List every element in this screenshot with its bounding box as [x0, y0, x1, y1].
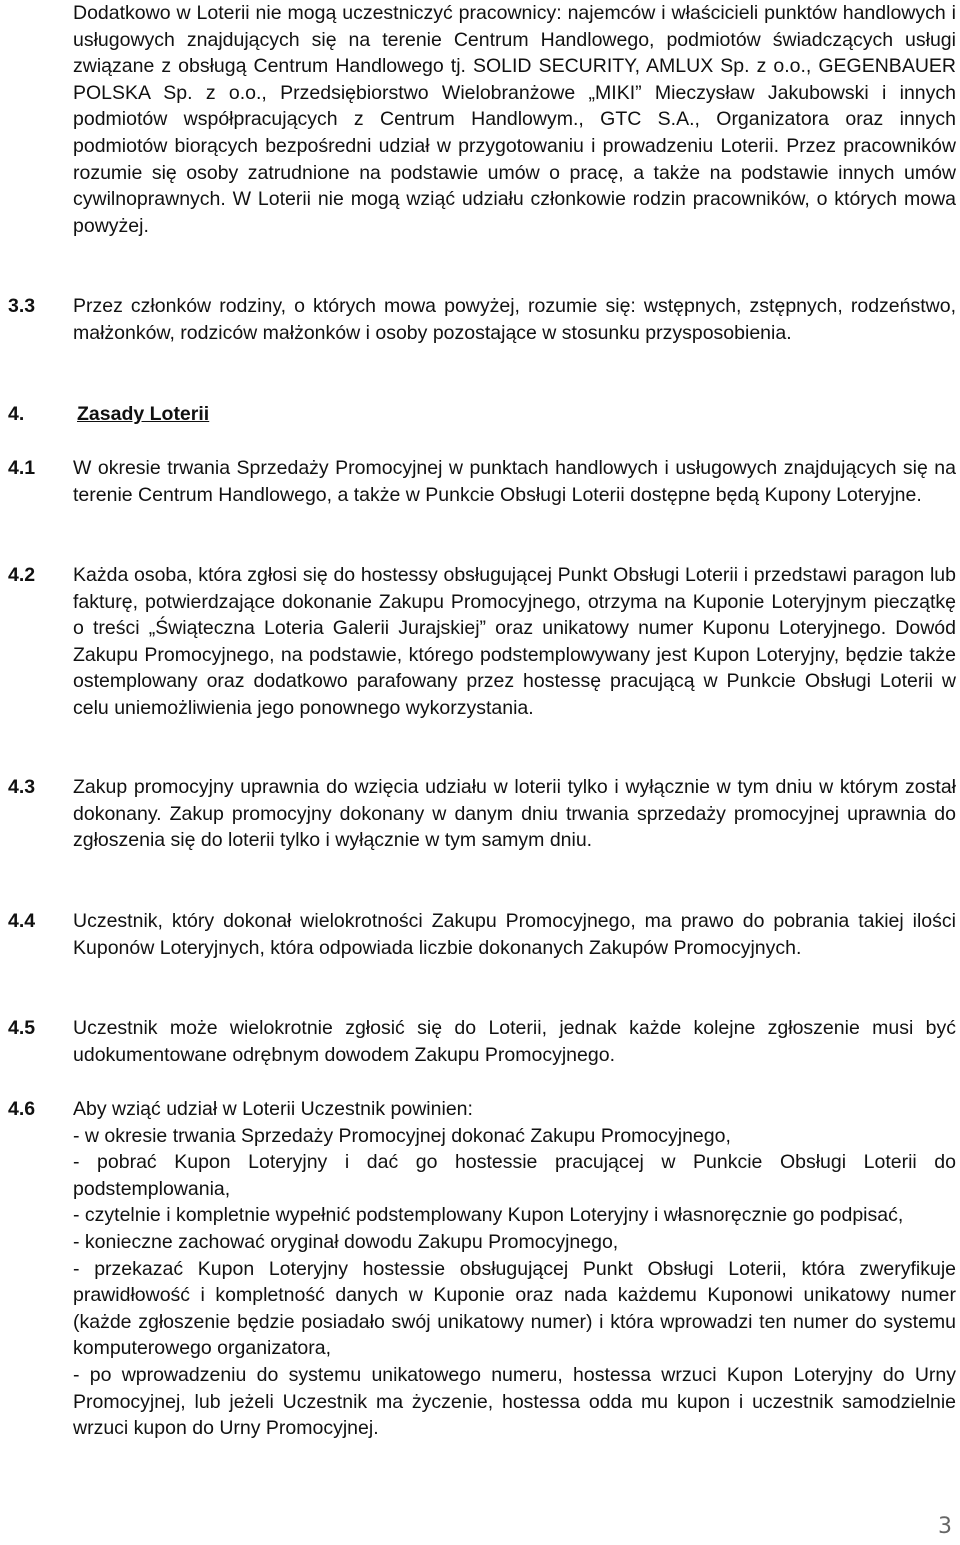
section-4-2	[73, 562, 956, 722]
section-4-5-number: 4.5	[8, 1017, 36, 1039]
list-item: - po wprowadzeniu do systemu unikatowego numeru, hostessa wrzuci Kupon Loteryjny do Urny Promocyjnej, lub jeżeli Uczestnik ma życzenie, hostessa odda mu kupon i uczestnik samodzielnie wrzuci kupon do Urny Promocyjnej.	[73, 1363, 956, 1440]
section-4-4-number: 4.4	[8, 910, 36, 932]
list-item: - w okresie trwania Sprzedaży Promocyjnej dokonać Zakupu Promocyjnego,	[73, 1124, 731, 1147]
page-number: 3	[938, 1514, 952, 1539]
section-4-5-text: Uczestnik może wielokrotnie zgłosić się do Loterii, jednak każde kolejne zgłoszenie musi być udokumentowane odrębnym dowodem Zakupu Promocyjnego.	[73, 1017, 956, 1066]
section-4-3-text: Zakup promocyjny uprawnia do wzięcia udziału w loterii tylko i wyłącznie w tym dniu w którym został dokonany. Zakup promocyjny dokonany w danym dniu trwania sprzedaży promocyjnej uprawnia do zgłoszenia się do loterii tylko i wyłącznie w tym samym dniu.	[73, 776, 956, 852]
section-3-3-text: Przez członków rodziny, o których mowa powyżej, rozumie się: wstępnych, zstępnych, rodzeństwo, małżonków, rodziców małżonków i osoby pozostające w stosunku przysposobienia.	[73, 295, 956, 344]
section-4-4-text: Uczestnik, który dokonał wielokrotności Zakupu Promocyjnego, ma prawo do pobrania takiej ilości Kuponów Loteryjnych, która odpowiada liczbie dokonanych Zakupów Promocyjnych.	[73, 910, 956, 959]
section-4-1-number: 4.1	[8, 457, 36, 479]
list-item: - przekazać Kupon Loteryjny hostessie obsługującej Punkt Obsługi Loterii, która zweryfikuje prawidłowość i kompletność danych w Kuponie oraz nada każdemu Kuponowi unikatowy numer (każde zgłoszenie będzie posiadało swój unikatowy numer) i która wprowadzi ten numer do systemu komputerowego organizatora,	[73, 1257, 956, 1360]
intro-paragraph	[73, 0, 956, 239]
section-4-5	[73, 1015, 956, 1068]
list-item: - konieczne zachować oryginał dowodu Zakupu Promocyjnego,	[73, 1230, 619, 1253]
list-item: - pobrać Kupon Loteryjny i dać go hostessie pracującej w Punkcie Obsługi Loterii do podstemplowania,	[73, 1151, 956, 1200]
section-3-3-number: 3.3	[8, 295, 36, 317]
section-3-3	[73, 293, 956, 346]
section-4-1	[73, 455, 956, 508]
section-4-6-intro: Aby wziąć udział w Loterii Uczestnik powinien:	[73, 1098, 473, 1120]
section-4-6-number: 4.6	[8, 1098, 36, 1120]
section-4-6	[73, 1096, 956, 1442]
section-4-3-number: 4.3	[8, 776, 36, 798]
section-4-4	[73, 908, 956, 961]
section-4-1-text: W okresie trwania Sprzedaży Promocyjnej w punktach handlowych i usługowych znajdujących się na terenie Centrum Handlowego, a także w Punkcie Obsługi Loterii dostępne będą Kupony Loteryjne.	[73, 457, 956, 506]
list-item: - czytelnie i kompletnie wypełnić podstemplowany Kupon Loteryjny i własnoręcznie go podpisać,	[73, 1204, 904, 1227]
section-4-heading: Zasady Loterii	[77, 403, 210, 425]
section-4-2-number: 4.2	[8, 564, 36, 586]
section-4-3	[73, 774, 956, 854]
section-4-number: 4.	[8, 403, 25, 425]
section-4-2-text: Każda osoba, która zgłosi się do hostessy obsługującej Punkt Obsługi Loterii i przedstawi paragon lub fakturę, potwierdzające dokonanie Zakupu Promocyjnego, otrzyma na Kuponie Loteryjnym pieczątkę o treści „Świąteczna Loteria Galerii Jurajskiej” oraz unikatowy numer Kuponu Loteryjnego. Dowód Zakupu Promocyjnego, na podstawie, którego podstemplowywany jest Kupon Loteryjny, będzie także ostemplowany oraz dodatkowo parafowany przez hostessę pracującą w Punkcie Obsługi Loterii w celu uniemożliwienia jego ponownego wykorzystania.	[73, 564, 956, 719]
intro-text: Dodatkowo w Loterii nie mogą uczestniczyć pracownicy: najemców i właścicieli punktów handlowych i usługowych znajdujących się na terenie Centrum Handlowego, podmiotów świadczących usługi związane z obsługą Centrum Handlowego tj. SOLID SECURITY, AMLUX Sp. z o.o., GEGENBAUER POLSKA Sp. z o.o., Przedsiębiorstwo Wielobranżowe „MIKI” Mieczysław Jakubowski i innych podmiotów współpracujących z Centrum Handlowym., GTC S.A., Organizatora oraz innych podmiotów biorących bezpośredni udział w przygotowaniu i prowadzeniu Loterii. Przez pracowników rozumie się osoby zatrudnione na podstawie umów o pracę, a także na podstawie innych umów cywilnoprawnych. W Loterii nie mogą wziąć udziału członkowie rodzin pracowników, o których mowa powyżej.	[73, 2, 956, 237]
